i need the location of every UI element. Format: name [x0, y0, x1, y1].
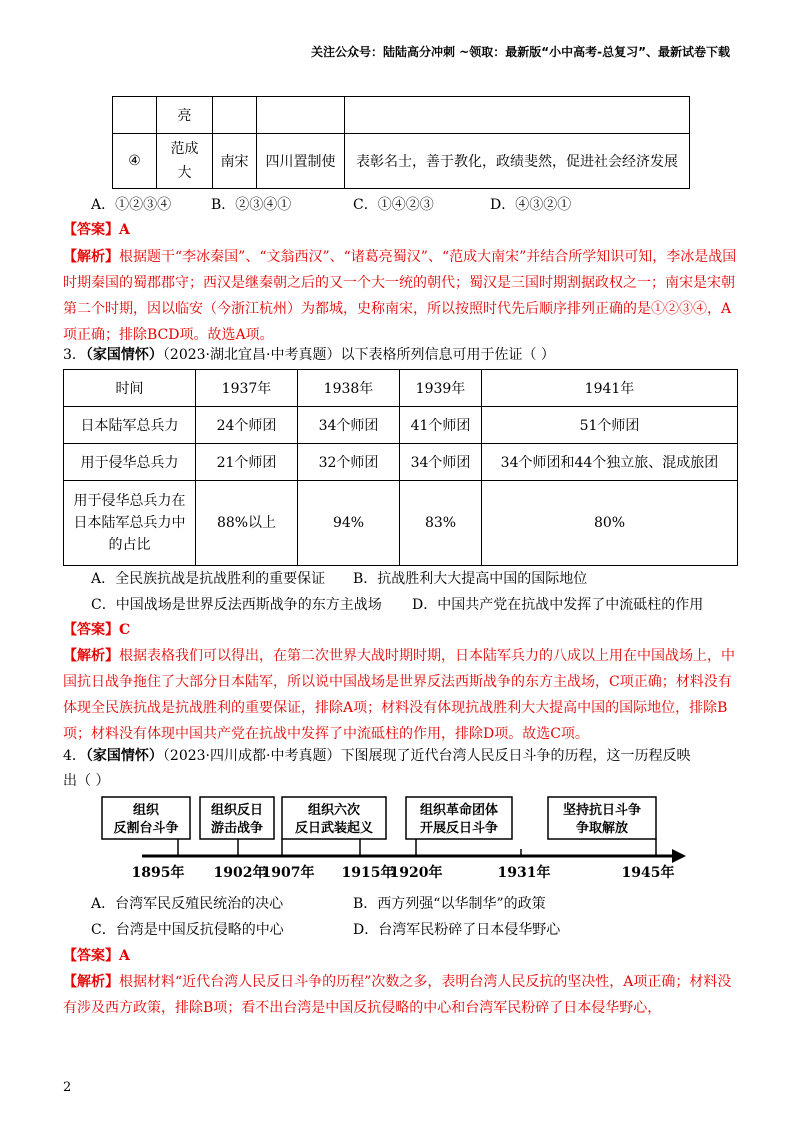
- table-cell: 34个师团: [400, 444, 482, 481]
- analysis-label: 【解析】: [63, 249, 119, 265]
- table-cell: 亮: [157, 97, 213, 134]
- q3-stem: [63, 344, 555, 364]
- question-tag: （家国情怀）: [85, 347, 163, 363]
- table-header-cell: 1938年: [298, 370, 400, 407]
- timeline-box-line2: 开展反日斗争: [419, 821, 499, 836]
- table-header-cell: 时间: [64, 370, 196, 407]
- timeline-year: 1902年: [213, 865, 267, 881]
- q4-answer: 【答案】A: [63, 948, 130, 964]
- table-row: [64, 444, 738, 481]
- question-source: （2023·湖北宜昌·中考真题）以下表格所列信息可用于佐证（ ）: [162, 347, 555, 363]
- timeline-box-line2: 反割台斗争: [113, 821, 179, 836]
- table-cell: ④: [113, 134, 157, 189]
- timeline-year: 1945年: [621, 865, 675, 881]
- table-cell: 94%: [298, 481, 400, 566]
- timeline-year: 1931年: [497, 865, 551, 881]
- question-number: 3．: [63, 347, 86, 363]
- table-cell: 83%: [400, 481, 482, 566]
- q3-option-b: B．抗战胜利大大提高中国的国际地位: [353, 571, 588, 587]
- q2-option-b: B．②③④①: [211, 197, 292, 213]
- table-cell: 41个师团: [400, 407, 482, 444]
- table-cell: 34个师团和44个独立旅、混成旅团: [482, 444, 738, 481]
- table-cell: 51个师团: [482, 407, 738, 444]
- table-cell: 南宋: [213, 134, 257, 189]
- table-cell: 21个师团: [196, 444, 298, 481]
- q2-analysis: [63, 244, 738, 348]
- q2-option-d: D．④③②①: [490, 197, 572, 213]
- timeline-year: 1915年: [341, 865, 395, 881]
- table-cell: 88%以上: [196, 481, 298, 566]
- q3-option-a: A．全民族抗战是抗战胜利的重要保证: [91, 571, 326, 587]
- table-header-cell: 1939年: [400, 370, 482, 407]
- timeline-box: [282, 797, 386, 839]
- table-row: [64, 370, 738, 407]
- table-cell: 用于侵华总兵力: [64, 444, 196, 481]
- analysis-text: 根据题干“李冰秦国”、“文翁西汉”、“诸葛亮蜀汉”、“范成大南宋”并结合所学知识可知，李冰是战国时期秦国的蜀郡郡守；西汉是继秦朝之后的又一个大一统的朝代；蜀汉是三国时期割据政权之一；南宋是宋朝第二个时期，因以临安（今浙江杭州）为都城，史称南宋，所以按照时代先后顺序排列正确的是①②③④，A项正确；排除BCD项。故选A项。: [63, 249, 737, 343]
- analysis-label: 【解析】: [63, 974, 119, 990]
- q2-answer: 【答案】A: [63, 222, 130, 238]
- timeline-box-line1: 组织革命团体: [419, 803, 499, 818]
- q4-option-a: A．台湾军民反殖民统治的决心: [91, 896, 284, 912]
- officials-table: [112, 96, 690, 189]
- timeline-year: 1895年: [131, 865, 185, 881]
- q3-answer: 【答案】C: [63, 622, 131, 638]
- table-cell: [113, 97, 157, 134]
- timeline-year: 1920年: [389, 865, 443, 881]
- q3-analysis: [63, 643, 738, 747]
- timeline-box: [102, 797, 190, 839]
- table-cell: 32个师团: [298, 444, 400, 481]
- timeline-box: [200, 797, 274, 839]
- timeline-box-line1: 组织六次: [307, 803, 361, 818]
- table-cell: 范成大: [157, 134, 213, 189]
- table-cell: 34个师团: [298, 407, 400, 444]
- q3-option-d: D．中国共产党在抗战中发挥了中流砥柱的作用: [412, 597, 704, 613]
- timeline-box-line2: 争取解放: [575, 821, 629, 836]
- question-tag: （家国情怀）: [85, 748, 163, 764]
- table-cell: 80%: [482, 481, 738, 566]
- table-row: [64, 407, 738, 444]
- table-header-cell: 1937年: [196, 370, 298, 407]
- timeline-box-line1: 组织反日: [210, 803, 264, 818]
- analysis-label: 【解析】: [63, 648, 119, 664]
- table-cell: 日本陆军总兵力: [64, 407, 196, 444]
- table-row: [113, 97, 690, 134]
- timeline-ticks: [178, 839, 656, 856]
- page-number: 2: [63, 1080, 72, 1095]
- q4-stem-cont: 出（ ）: [63, 773, 110, 789]
- japan-army-table: [63, 369, 738, 566]
- taiwan-timeline: [100, 795, 690, 885]
- question-number: 4．: [63, 748, 86, 764]
- analysis-text: 根据材料“近代台湾人民反日斗争的历程”次数之多，表明台湾人民反抗的坚决性，A项正确；材料没有涉及西方政策，排除B项；看不出台湾是中国反抗侵略的中心和台湾军民粉碎了日本侵华野心，: [63, 974, 732, 1016]
- timeline-box: [548, 797, 656, 839]
- q4-option-c: C．台湾是中国反抗侵略的中心: [91, 922, 284, 938]
- timeline-year: 1907年: [261, 865, 315, 881]
- timeline-arrow: [672, 849, 686, 863]
- q4-option-b: B．西方列强“以华制华”的政策: [353, 896, 546, 912]
- timeline-box-line1: 组织: [132, 803, 160, 818]
- table-cell: 四川置制使: [257, 134, 345, 189]
- timeline-box: [406, 797, 512, 839]
- analysis-text: 根据表格我们可以得出，在第二次世界大战时期时期，日本陆军兵力的八成以上用在中国战场上，中国抗日战争拖住了大部分日本陆军，所以说中国战场是世界反法西斯战争的东方主战场，C项正确；材料没有体现全民族抗战是抗战胜利的重要保证，排除A项；材料没有体现抗战胜利大大提高中国的国际地位，排除B项；材料没有体现中国共产党在抗战中发挥了中流砥柱的作用，排除D项。故选C项。: [63, 648, 735, 742]
- table-cell: [213, 97, 257, 134]
- q2-option-c: C．①④②③: [353, 197, 434, 213]
- table-cell: 表彰名士，善于教化，政绩斐然，促进社会经济发展: [345, 134, 690, 189]
- table-row: [113, 134, 690, 189]
- q4-option-d: D．台湾军民粉碎了日本侵华野心: [353, 922, 561, 938]
- question-source: （2023·四川成都·中考真题）下图展现了近代台湾人民反日斗争的历程，这一历程反映: [162, 748, 691, 764]
- q4-stem: [63, 745, 690, 765]
- table-cell: [345, 97, 690, 134]
- timeline-box-line2: 游击战争: [210, 821, 264, 836]
- table-row: [64, 481, 738, 566]
- timeline-box-line1: 坚持抗日斗争: [562, 803, 642, 818]
- page-header: 关注公众号：陆陆高分冲刺 ~领取：最新版“小中高考-总复习”、最新试卷下载: [311, 45, 730, 59]
- table-cell: [257, 97, 345, 134]
- timeline-box-line2: 反日武装起义: [294, 821, 374, 836]
- table-header-cell: 1941年: [482, 370, 738, 407]
- q2-option-a: A．①②③④: [91, 197, 172, 213]
- q3-option-c: C．中国战场是世界反法西斯战争的东方主战场: [91, 597, 382, 613]
- table-cell: 用于侵华总兵力在日本陆军总兵力中的占比: [64, 481, 196, 566]
- q4-analysis: [63, 969, 738, 1021]
- table-cell: 24个师团: [196, 407, 298, 444]
